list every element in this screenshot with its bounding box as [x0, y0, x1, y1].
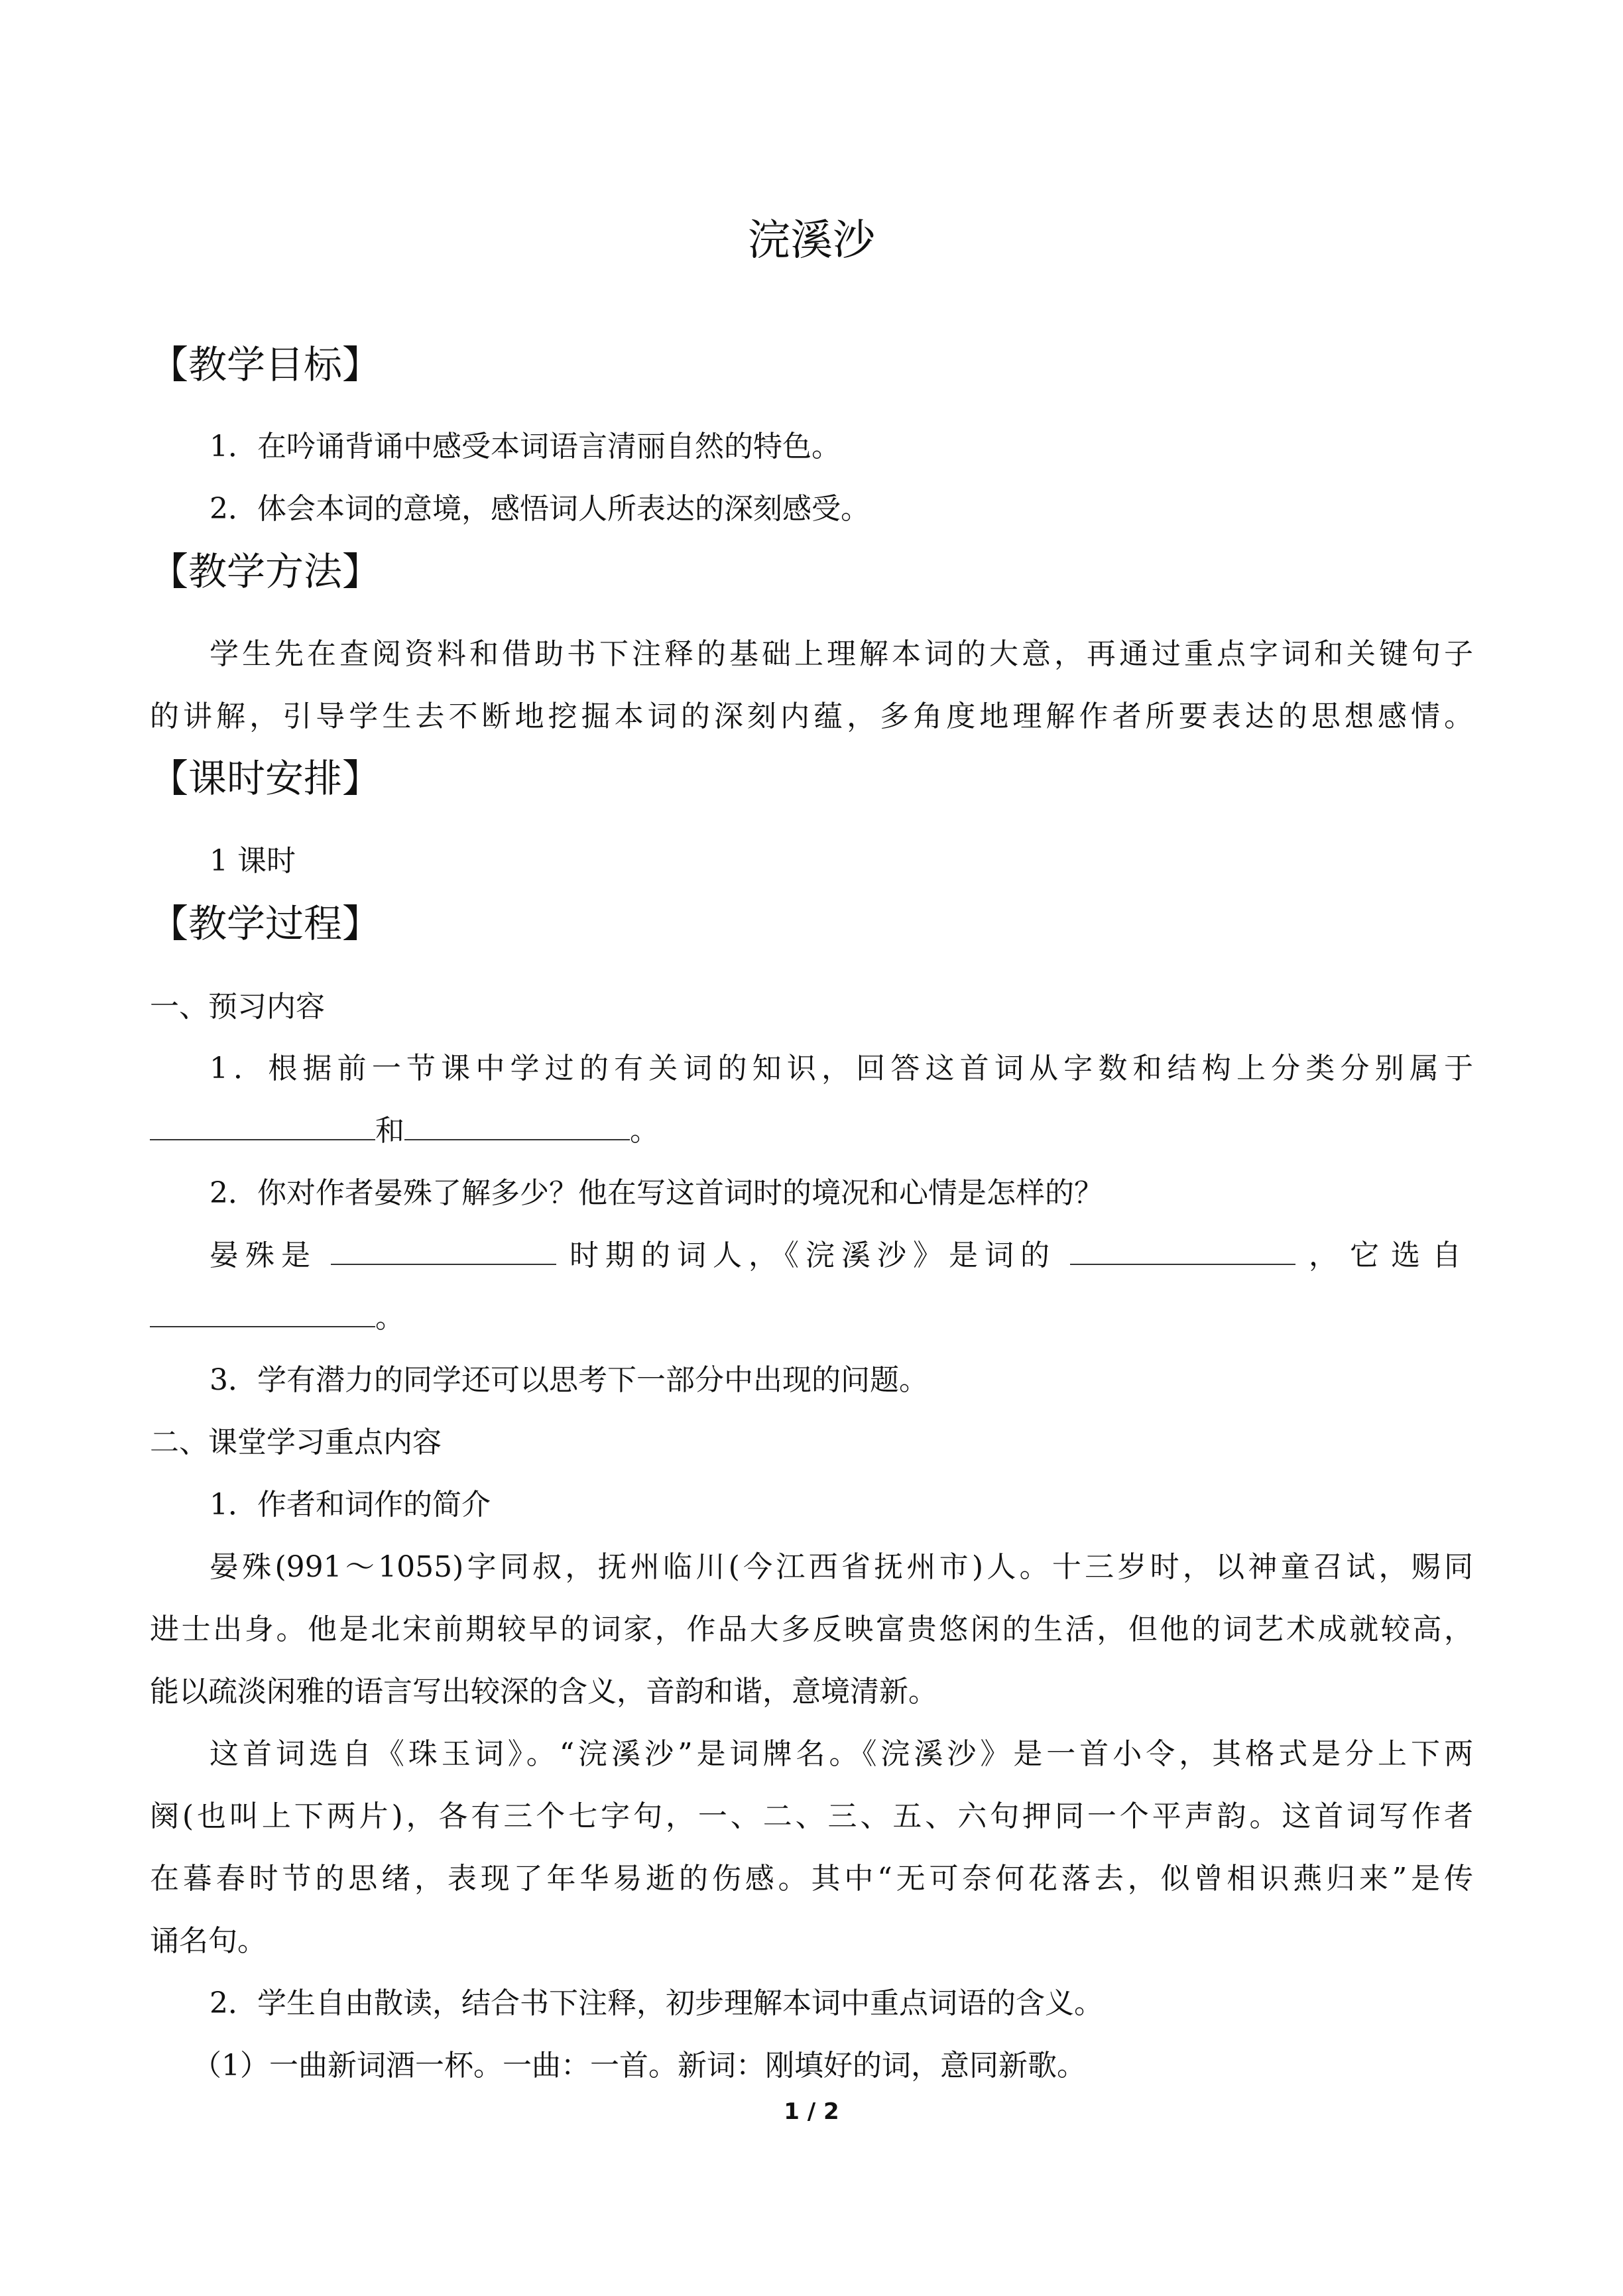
work-line-1: 这首词选自《珠玉词》。“浣溪沙”是词牌名。《浣溪沙》是一首小令，其格式是分上下两	[210, 1737, 1473, 1771]
section-heading-goals: 【教学目标】	[150, 342, 381, 387]
answer-blank[interactable]	[150, 1113, 375, 1140]
section-heading-schedule: 【课时安排】	[150, 756, 381, 801]
preview-heading: 一、预习内容	[150, 990, 325, 1024]
class-sub-heading-1: 1．作者和词作的简介	[210, 1488, 491, 1522]
and-text: 和	[375, 1114, 404, 1148]
preview-question-1-blanks	[150, 1111, 1473, 1152]
answer-blank[interactable]	[331, 1237, 556, 1265]
preview-question-1: 1．根据前一节课中学过的有关词的知识，回答这首词从字数和结构上分类分别属于	[210, 1052, 1473, 1085]
section-heading-method: 【教学方法】	[150, 549, 381, 594]
goal-item-1: 1．在吟诵背诵中感受本词语言清丽自然的特色。	[210, 430, 841, 463]
page-number: 1 / 2	[784, 2098, 839, 2125]
page-title: 浣溪沙	[748, 216, 875, 265]
bio-line-1: 晏殊(991～1055)字同叔，抚州临川(今江西省抚州市)人。十三岁时，以神童召试，赐同	[210, 1550, 1473, 1584]
work-line-3: 在暮春时节的思绪，表现了年华易逝的伤感。其中“无可奈何花落去，似曾相识燕归来”是传	[150, 1862, 1473, 1896]
answer-blank[interactable]	[150, 1299, 375, 1327]
work-line-2: 阕(也叫上下两片)，各有三个七字句，一、二、三、五、六句押同一个平声韵。这首词写作者	[150, 1799, 1473, 1833]
preview-question-2-fill-end	[150, 1298, 1473, 1339]
section-heading-process: 【教学过程】	[150, 901, 381, 946]
method-paragraph-line-2: 的讲解，引导学生去不断地挖掘本词的深刻内蕴，多角度地理解作者所要表达的思想感情。	[150, 699, 1473, 733]
preview-question-2: 2．你对作者晏殊了解多少？他在写这首词时的境况和心情是怎样的？	[210, 1176, 1103, 1210]
work-line-4: 诵名句。	[150, 1924, 267, 1958]
preview-question-2-fill	[210, 1235, 1473, 1276]
answer-blank[interactable]	[1070, 1237, 1295, 1265]
end-punct: 。	[630, 1114, 659, 1148]
schedule-text: 1 课时	[210, 844, 296, 878]
goal-item-2: 2．体会本词的意境，感悟词人所表达的深刻感受。	[210, 492, 870, 526]
fill-text-2: 时期的词人，《浣溪沙》是词的	[570, 1239, 1056, 1272]
note-item-1: （1）一曲新词酒一杯。一曲：一首。新词：刚填好的词，意同新歌。	[192, 2049, 1086, 2083]
fill-text-3: ，它选自	[1309, 1239, 1473, 1272]
end-punct: 。	[375, 1301, 404, 1335]
class-sub-heading-2: 2．学生自由散读，结合书下注释，初步理解本词中重点词语的含义。	[210, 1986, 1103, 2020]
bio-line-2: 进士出身。他是北宋前期较早的词家，作品大多反映富贵悠闲的生活，但他的词艺术成就较高，	[150, 1612, 1473, 1646]
method-paragraph-line-1: 学生先在查阅资料和借助书下注释的基础上理解本词的大意，再通过重点字词和关键句子	[210, 637, 1473, 671]
fill-text-1: 晏殊是	[210, 1239, 317, 1272]
class-heading: 二、课堂学习重点内容	[150, 1425, 442, 1459]
preview-question-3: 3．学有潜力的同学还可以思考下一部分中出现的问题。	[210, 1363, 928, 1397]
bio-line-3: 能以疏淡闲雅的语言写出较深的含义，音韵和谐，意境清新。	[150, 1675, 937, 1709]
answer-blank[interactable]	[404, 1113, 630, 1140]
